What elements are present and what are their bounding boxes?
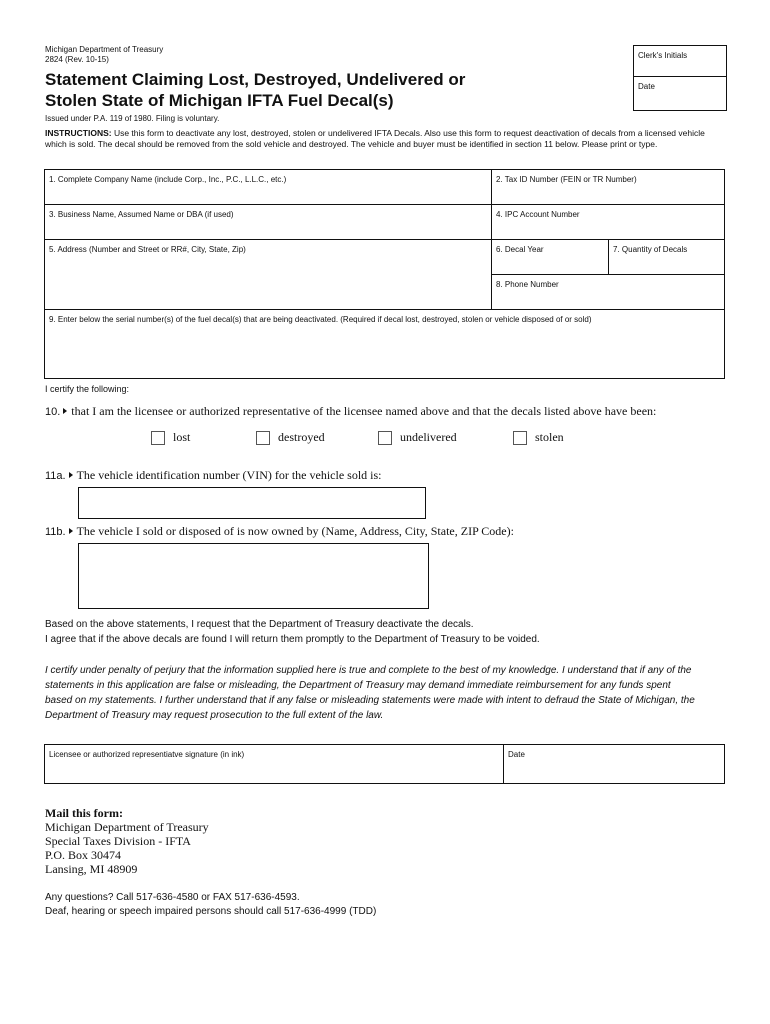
tax-id-field[interactable]: [492, 170, 724, 205]
section-10-number: 10.: [45, 406, 61, 418]
checkbox-undelivered[interactable]: [378, 430, 457, 445]
clerk-initials-field[interactable]: [634, 46, 726, 77]
decal-year-label: 6. Decal Year: [496, 245, 544, 254]
request-statements: [45, 617, 540, 647]
signature-label: Licensee or authorized representiatve signature (in ink): [49, 750, 245, 759]
clerk-initials-label: Clerk's Initials: [638, 51, 688, 60]
issued-note: Issued under P.A. 119 of 1980. Filing is voluntary.: [45, 114, 220, 123]
form-revision: 2824 (Rev. 10-15): [45, 55, 109, 64]
mail-line-2: Special Taxes Division - IFTA: [45, 834, 191, 848]
request-statement-2: I agree that if the above decals are found I will return them promptly to the Department of Treasury to be voided.: [45, 634, 540, 645]
phone-number-field[interactable]: [492, 275, 724, 310]
form-header: [45, 45, 163, 65]
form-title: [45, 69, 605, 111]
signature-box: [44, 744, 725, 784]
checkbox-stolen[interactable]: [513, 430, 564, 445]
signature-date-label: Date: [508, 750, 525, 759]
decal-year-field[interactable]: [492, 240, 609, 275]
section-11b-text: The vehicle I sold or disposed of is now owned by (Name, Address, City, State, ZIP Code):: [76, 524, 514, 538]
arrow-right-icon: [63, 408, 67, 414]
clerk-date-field[interactable]: [634, 77, 726, 108]
signature-date-field[interactable]: [504, 745, 525, 759]
tax-id-label: 2. Tax ID Number (FEIN or TR Number): [496, 175, 637, 184]
ipc-account-field[interactable]: [492, 205, 724, 240]
checkbox-stolen-box[interactable]: [513, 431, 527, 445]
checkbox-destroyed-box[interactable]: [256, 431, 270, 445]
checkbox-lost-box[interactable]: [151, 431, 165, 445]
checkbox-destroyed-label: destroyed: [278, 430, 325, 444]
section-11a-text: The vehicle identification number (VIN) for the vehicle sold is:: [76, 468, 382, 482]
perjury-statement: I certify under penalty of perjury that the information supplied here is true and complete to the best of my knowledge. I understand that if any of the statements in this application are false or misleading, the Department of Treasury may demand immediate reimbursement for any funds spent based on my statements. I further understand that if any false or misleading statements were made with intent to defraud the State of Michigan, the Department of Treasury may request prosecution to the full extent of the law.: [45, 665, 695, 721]
serial-numbers-field[interactable]: [45, 310, 724, 378]
clerk-date-label: Date: [638, 82, 655, 91]
vin-input[interactable]: [78, 487, 426, 519]
checkbox-undelivered-label: undelivered: [400, 430, 457, 444]
clerk-box: [633, 45, 727, 111]
mail-line-1: Michigan Department of Treasury: [45, 820, 209, 834]
mailing-address: [45, 806, 209, 876]
address-field[interactable]: [45, 240, 492, 310]
signature-field[interactable]: [45, 745, 504, 783]
ipc-account-label: 4. IPC Account Number: [496, 210, 580, 219]
decal-quantity-field[interactable]: [609, 240, 724, 275]
company-info-grid: [44, 169, 725, 379]
instructions-text: Use this form to deactivate any lost, destroyed, stolen or undelivered IFTA Decals. Also use this form to request deactivation of decals from a licensed vehicle which is sold. The decal should be removed from the sold vehicle and destroyed. The vehicle and buyer must be identified in section 11 below. Please print or type.: [45, 128, 705, 149]
section-11a-number: 11a.: [45, 470, 66, 482]
phone-number-label: 8. Phone Number: [496, 280, 559, 289]
checkbox-lost[interactable]: [151, 430, 190, 445]
mail-heading: Mail this form:: [45, 806, 123, 820]
business-name-label: 3. Business Name, Assumed Name or DBA (if used): [49, 210, 234, 219]
arrow-right-icon: [69, 472, 73, 478]
department-name: Michigan Department of Treasury: [45, 45, 164, 54]
checkbox-stolen-label: stolen: [535, 430, 564, 444]
new-owner-input[interactable]: [78, 543, 429, 609]
checkbox-destroyed[interactable]: [256, 430, 325, 445]
questions-line: Any questions? Call 517-636-4580 or FAX 517-636-4593.: [45, 892, 300, 903]
checkbox-lost-label: lost: [173, 430, 191, 444]
title-line-1: Statement Claiming Lost, Destroyed, Undelivered or: [45, 70, 466, 89]
contact-info: [45, 891, 376, 919]
tdd-line: Deaf, hearing or speech impaired persons should call 517-636-4999 (TDD): [45, 906, 377, 917]
serial-numbers-label: 9. Enter below the serial number(s) of the fuel decal(s) that are being deactivated. (Required if decal lost, destroyed, stolen or vehicle disposed of or sold): [49, 315, 592, 324]
section-11a: [45, 468, 382, 483]
company-name-label: 1. Complete Company Name (include Corp., Inc., P.C., L.L.C., etc.): [49, 175, 287, 184]
mail-line-4: Lansing, MI 48909: [45, 862, 138, 876]
section-10-text: that I am the licensee or authorized representative of the licensee named above and that the decals listed above have been:: [71, 404, 657, 418]
address-label: 5. Address (Number and Street or RR#, City, State, Zip): [49, 245, 246, 254]
certify-intro: I certify the following:: [45, 384, 130, 394]
business-name-field[interactable]: [45, 205, 492, 240]
section-10: [45, 404, 656, 419]
decal-quantity-label: 7. Quantity of Decals: [613, 245, 688, 254]
arrow-right-icon: [69, 528, 73, 534]
title-line-2: Stolen State of Michigan IFTA Fuel Decal(s): [45, 91, 394, 110]
checkbox-undelivered-box[interactable]: [378, 431, 392, 445]
request-statement-1: Based on the above statements, I request that the Department of Treasury deactivate the decals.: [45, 619, 474, 630]
company-name-field[interactable]: [45, 170, 492, 205]
section-11b: [45, 524, 514, 539]
instructions-label: INSTRUCTIONS:: [45, 128, 112, 138]
mail-line-3: P.O. Box 30474: [45, 848, 122, 862]
section-11b-number: 11b.: [45, 526, 66, 538]
instructions: [45, 128, 705, 150]
